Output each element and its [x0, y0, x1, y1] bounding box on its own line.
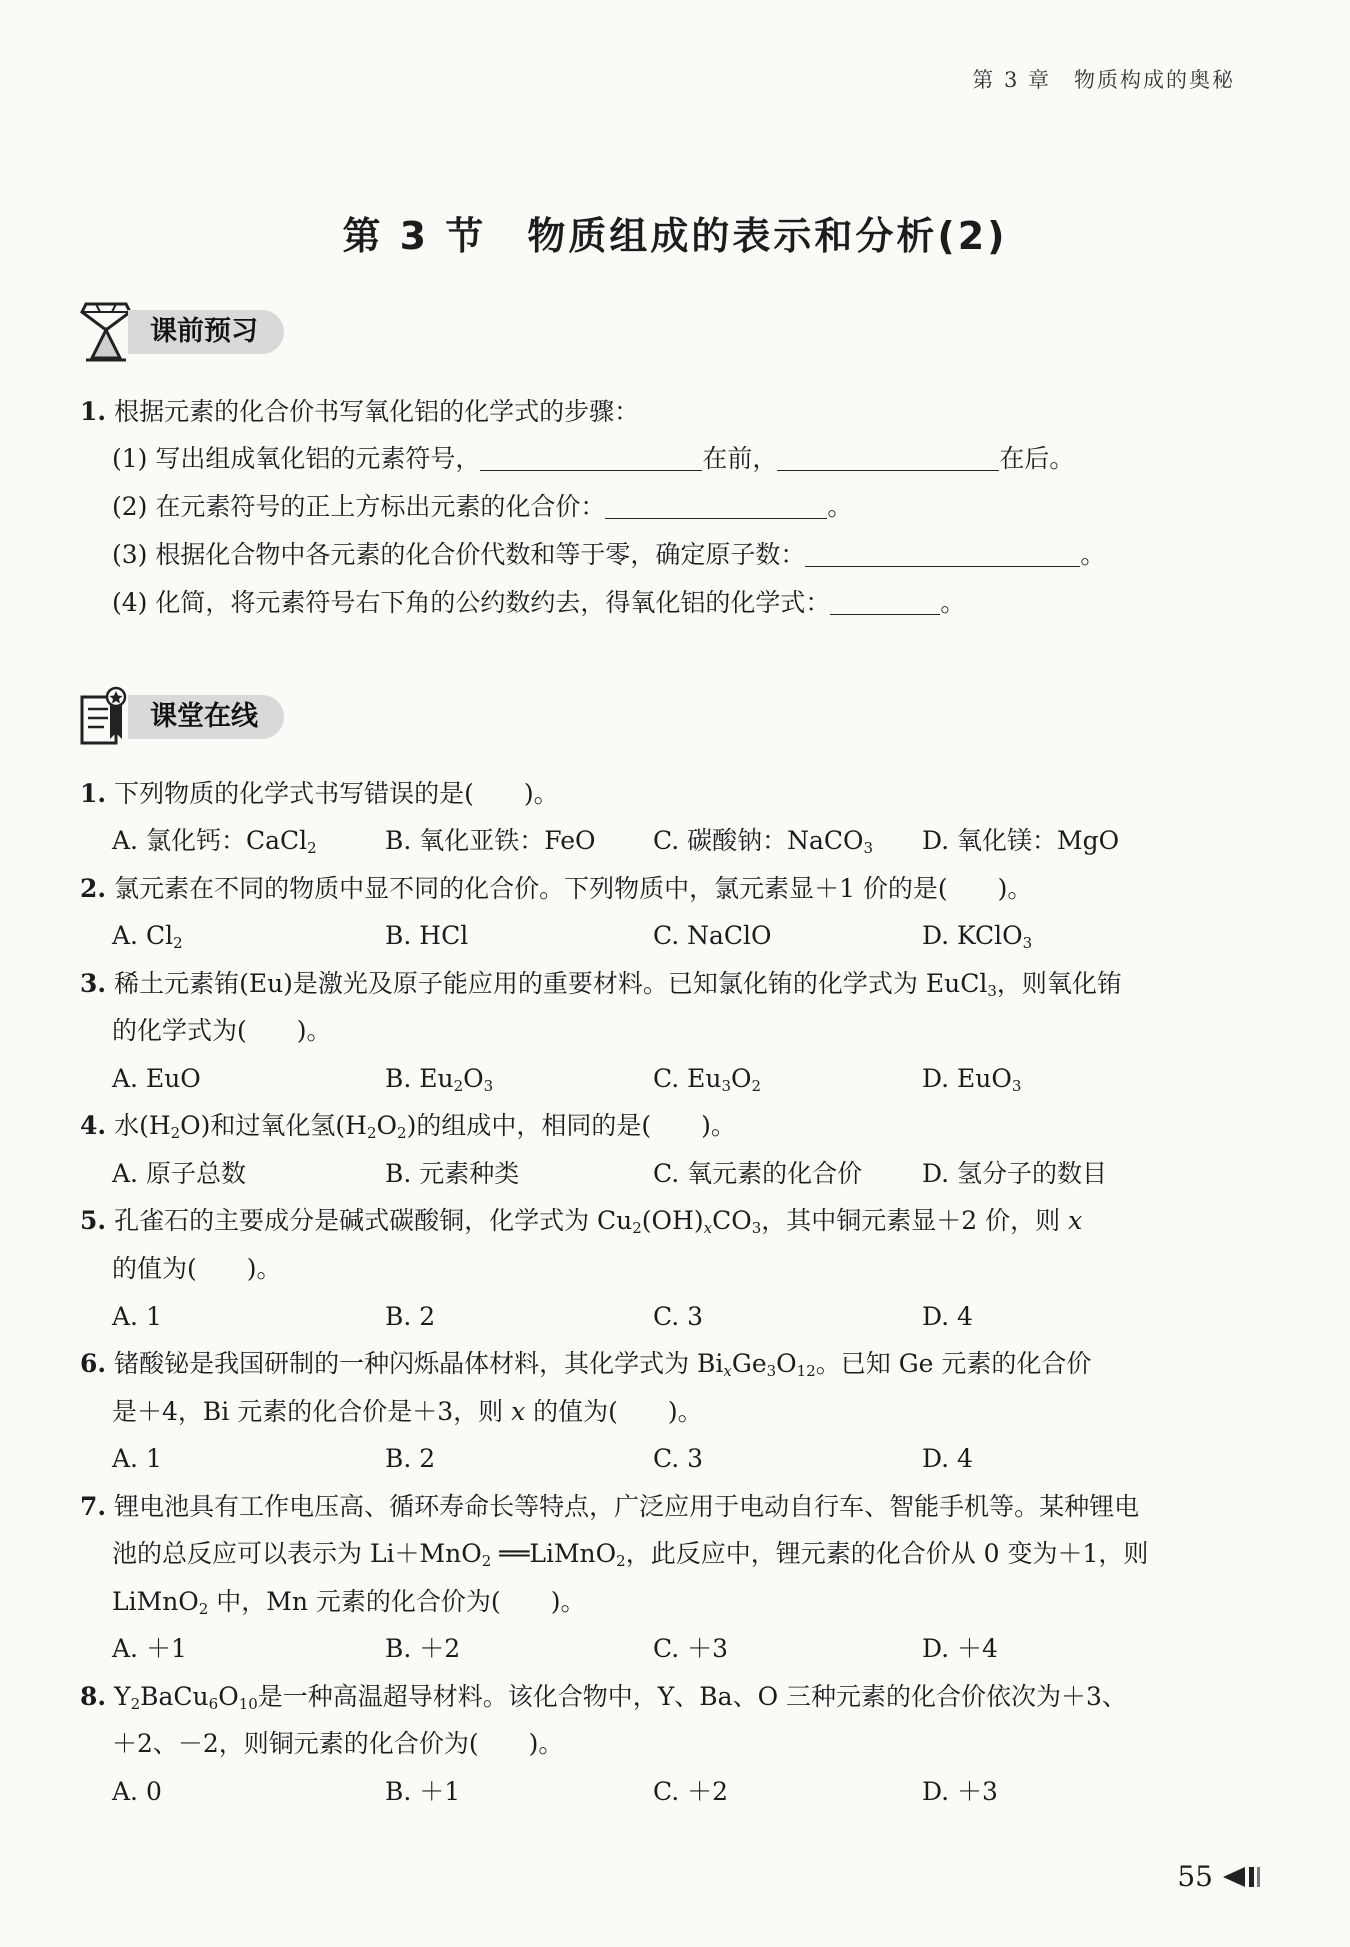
q7-option-a[interactable]: A. ＋1 — [112, 1634, 187, 1663]
page-number: 55 — [1177, 1860, 1213, 1893]
question-5: 5. 孔雀石的主要成分是碱式碳酸铜，化学式为 $Cu_2(OH)_xCO_3$，其中铜元素显＋2 价，则 x — [80, 1206, 1083, 1237]
question-4: 4. 水$(H_2O)$和过氧化氢$(H_2O_2)$的组成中，相同的是( )。 — [80, 1111, 736, 1142]
preview-step-3: (3) 根据化合物中各元素的化合价代数和等于零，确定原子数： 。 — [112, 540, 1106, 569]
q3-option-a[interactable]: A. EuO — [112, 1064, 201, 1093]
preview-step-1: (1) 写出组成氧化铝的元素符号， 在前， 在后。 — [112, 444, 1075, 473]
q2-option-c[interactable]: C. NaClO — [653, 921, 772, 950]
question-2: 2. 氯元素在不同的物质中显不同的化合价。下列物质中，氯元素显＋1 价的是( )。 — [80, 874, 1033, 903]
answer-blank[interactable] — [480, 444, 702, 471]
q8-option-a[interactable]: A. 0 — [112, 1777, 162, 1806]
section-classroom-title: 课堂在线 — [128, 695, 284, 739]
question-5-line-2: 的值为( )。 — [112, 1254, 282, 1283]
answer-blank[interactable] — [777, 444, 999, 471]
q6-option-b[interactable]: B. 2 — [385, 1444, 436, 1473]
q5-option-a[interactable]: A. 1 — [112, 1302, 162, 1331]
q1-option-a[interactable]: A. 氯化钙：CaCl$_2$ — [112, 826, 317, 857]
q7-option-c[interactable]: C. ＋3 — [653, 1634, 729, 1663]
q4-option-d[interactable]: D. 氢分子的数目 — [922, 1159, 1108, 1188]
q5-option-c[interactable]: C. 3 — [653, 1302, 704, 1331]
notebook-star-icon — [78, 685, 134, 749]
q6-option-d[interactable]: D. 4 — [922, 1444, 973, 1473]
preview-step-4: (4) 化简，将元素符号右下角的公约数约去，得氧化铝的化学式： 。 — [112, 588, 966, 617]
answer-blank[interactable] — [605, 492, 827, 519]
q2-option-a[interactable]: A. $Cl_2$ — [112, 921, 183, 952]
q8-option-c[interactable]: C. ＋2 — [653, 1777, 729, 1806]
q3-option-d[interactable]: D. EuO$_3$ — [922, 1064, 1022, 1095]
preview-step-2: (2) 在元素符号的正上方标出元素的化合价： 。 — [112, 492, 853, 521]
q6-option-c[interactable]: C. 3 — [653, 1444, 704, 1473]
q3-option-b[interactable]: B. $Eu_2O_3$ — [385, 1064, 494, 1095]
question-7: 7. 锂电池具有工作电压高、循环寿命长等特点，广泛应用于电动自行车、智能手机等。某种锂电 — [80, 1492, 1140, 1521]
question-8: 8. $Y_2BaCu_6O_{10}$是一种高温超导材料。该化合物中，Y、Ba、O 三种元素的化合价依次为＋3、 — [80, 1682, 1127, 1713]
question-3: 3. 稀土元素铕(Eu)是激光及原子能应用的重要材料。已知氯化铕的化学式为 EuCl$_3$，则氧化铕 — [80, 969, 1122, 1000]
question-1: 1. 下列物质的化学式书写错误的是( )。 — [80, 779, 559, 808]
diamond-hourglass-icon — [78, 300, 134, 364]
answer-blank[interactable] — [805, 540, 1080, 567]
q5-option-b[interactable]: B. 2 — [385, 1302, 436, 1331]
q7-option-d[interactable]: D. ＋4 — [922, 1634, 998, 1663]
q8-option-d[interactable]: D. ＋3 — [922, 1777, 998, 1806]
q5-option-d[interactable]: D. 4 — [922, 1302, 973, 1331]
q3-option-c[interactable]: C. $Eu_3O_2$ — [653, 1064, 762, 1095]
q8-option-b[interactable]: B. ＋1 — [385, 1777, 461, 1806]
q1-option-b[interactable]: B. 氧化亚铁：FeO — [385, 826, 596, 855]
preview-question-1: 1. 根据元素的化合价书写氧化铝的化学式的步骤： — [80, 397, 640, 426]
q6-option-a[interactable]: A. 1 — [112, 1444, 162, 1473]
q4-option-b[interactable]: B. 元素种类 — [385, 1159, 520, 1188]
question-7-line-3: LiMnO$_2$ 中，Mn 元素的化合价为( )。 — [112, 1587, 586, 1618]
question-8-line-2: ＋2、－2，则铜元素的化合价为( )。 — [112, 1729, 564, 1758]
q7-option-b[interactable]: B. ＋2 — [385, 1634, 461, 1663]
question-3-line-2: 的化学式为( )。 — [112, 1016, 332, 1045]
answer-blank[interactable] — [830, 588, 940, 615]
q4-option-c[interactable]: C. 氧元素的化合价 — [653, 1159, 863, 1188]
q1-option-d[interactable]: D. 氧化镁：MgO — [922, 826, 1120, 855]
q2-option-b[interactable]: B. HCl — [385, 921, 469, 950]
q1-option-c[interactable]: C. 碳酸钠：NaCO$_3$ — [653, 826, 874, 857]
question-6: 6. 锗酸铋是我国研制的一种闪烁晶体材料，其化学式为 $Bi_xGe_3O_{12}$。已知 Ge 元素的化合价 — [80, 1349, 1092, 1380]
section-preview-title: 课前预习 — [128, 310, 284, 354]
running-header: 第 3 章 物质构成的奥秘 — [972, 68, 1235, 92]
page-marker-icon — [1223, 1865, 1265, 1889]
q4-option-a[interactable]: A. 原子总数 — [112, 1159, 246, 1188]
page-title: 第 3 节 物质组成的表示和分析(2) — [342, 214, 1008, 258]
question-6-line-2: 是＋4，Bi 元素的化合价是＋3，则 x 的值为( )。 — [112, 1397, 703, 1426]
q2-option-d[interactable]: D. KClO$_3$ — [922, 921, 1033, 952]
question-7-line-2: 池的总反应可以表示为 Li＋MnO$_2$ ══LiMnO$_2$，此反应中，锂元素的化合价从 0 变为＋1，则 — [112, 1539, 1149, 1570]
page-number-block — [1177, 1860, 1265, 1893]
